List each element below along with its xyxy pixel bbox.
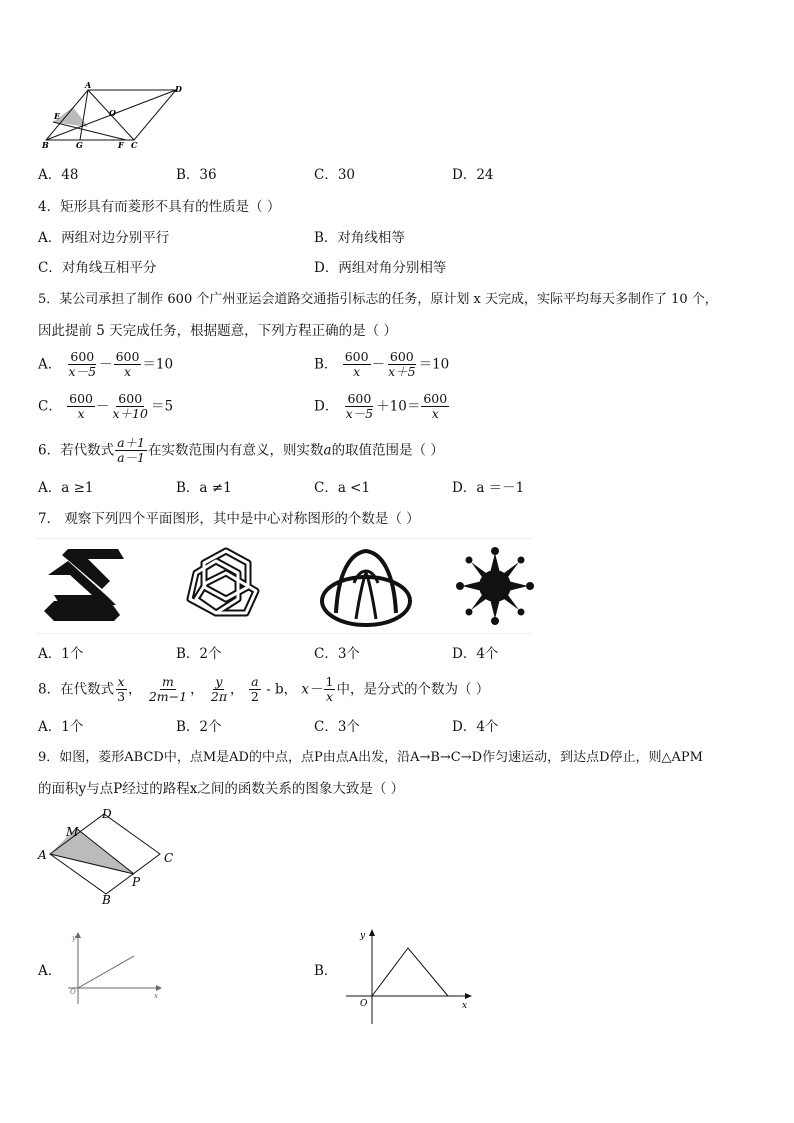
- q8-e4-num: a: [251, 674, 259, 689]
- q5-c-frac1-den: x: [77, 406, 85, 421]
- q3-label-o: O: [109, 108, 116, 118]
- q5-stem-line1: 5．某公司承担了制作 600 个广州亚运会道路交通指引标志的任务，原计划 x 天完成，实际平均每天多制作了 10 个，: [38, 292, 718, 307]
- q5-b-rhs: ＝10: [418, 356, 450, 373]
- q9-option-b[interactable]: B．: [314, 963, 338, 979]
- q9-label-d: D: [102, 808, 112, 821]
- q5-option-b[interactable]: [314, 350, 449, 379]
- q5-option-d-label: D．: [314, 398, 339, 415]
- q3-parallelogram-figure: [38, 82, 188, 152]
- q3-label-b: B: [42, 140, 49, 150]
- q6-var: a: [323, 442, 332, 459]
- q5-c-frac1-num: 600: [69, 391, 93, 406]
- q5-a-op: －: [99, 356, 113, 373]
- q5-option-d[interactable]: [314, 392, 450, 421]
- q5-b-frac1-den: x: [353, 364, 361, 379]
- q5-c-rhs: ＝5: [150, 398, 174, 415]
- q6-stem-pre: 6．若代数式: [38, 442, 115, 459]
- q5-d-op: ＋10＝: [376, 398, 421, 415]
- q8-sep-2: ，: [190, 681, 204, 698]
- q7-stem: 7． 观察下列四个平面图形，其中是中心对称图形的个数是（ ）: [38, 511, 420, 527]
- q8-stem-pre: 8．在代数式: [38, 681, 115, 698]
- q3-option-c[interactable]: C．30: [314, 167, 356, 183]
- q9-graph-a: [62, 930, 166, 1006]
- q5-d-frac2-den: x: [431, 406, 439, 421]
- q3-label-a: A: [85, 82, 92, 90]
- q8-sep-1: ，: [128, 681, 142, 698]
- q8-e4-tail: - b，: [261, 681, 298, 698]
- q9-label-p: P: [132, 875, 141, 889]
- q8-e5-pre: x－: [301, 681, 323, 698]
- q3-label-c: C: [131, 140, 138, 150]
- q5-a-rhs: ＝10: [142, 356, 174, 373]
- q5-b-frac2-num: 600: [389, 349, 414, 364]
- q6-option-a[interactable]: A．a ≥1: [38, 480, 94, 496]
- q7-option-b[interactable]: B．2个: [176, 646, 222, 662]
- q3-label-d: D: [175, 84, 182, 94]
- q8-e3-num: y: [215, 674, 223, 689]
- q5-b-frac1-num: 600: [344, 349, 369, 364]
- q7-option-d[interactable]: D．4个: [452, 646, 499, 662]
- q8-e5-den: x: [325, 689, 334, 704]
- q3-option-d[interactable]: D．24: [452, 167, 494, 183]
- q5-stem-line2: 因此提前 5 天完成任务，根据题意，下列方程正确的是（ ）: [38, 323, 397, 339]
- q8-e4-den: 2: [250, 689, 259, 704]
- q8-e3-den: 2π: [210, 689, 228, 704]
- q5-c-op: －: [96, 398, 110, 415]
- q3-label-e: E: [54, 111, 61, 121]
- q8-e2-den: 2m−1: [148, 689, 188, 704]
- q8-stem-post: 中，是分式的个数为（ ）: [336, 681, 490, 698]
- q4-option-b[interactable]: B．对角线相等: [314, 230, 405, 246]
- q9-stem-line1: 9．如图，菱形ABCD中，点M是AD的中点，点P由点A出发，沿A→B→C→D作匀速运动，到达点D停止，则△APM: [38, 750, 703, 765]
- q5-a-frac1-num: 600: [70, 349, 95, 364]
- q5-b-frac2-den: x＋5: [388, 364, 416, 379]
- q6-stem-post: 在实数范围内有意义，则实数: [148, 442, 324, 459]
- q8-stem: [38, 671, 489, 708]
- q8-e1-num: x: [117, 674, 125, 689]
- q6-stem-end: 的取值范围是（ ）: [331, 442, 444, 459]
- q5-option-b-label: B．: [314, 356, 338, 373]
- q5-a-frac2-num: 600: [115, 349, 140, 364]
- q7-option-a[interactable]: A．1个: [38, 646, 84, 662]
- q8-e5-num: 1: [325, 674, 334, 689]
- q6-frac-den: a－1: [117, 450, 145, 465]
- q6-option-c[interactable]: C．a <1: [314, 480, 371, 496]
- q6-stem: [38, 432, 444, 469]
- q9-graph-a-y-label: y: [72, 934, 76, 942]
- q8-e1-den: 3: [117, 689, 126, 704]
- q8-e2-num: m: [162, 674, 174, 689]
- q4-stem: 4．矩形具有而菱形不具有的性质是（ ）: [38, 199, 281, 215]
- q7-figures-panel: [36, 538, 532, 634]
- q5-b-op: －: [371, 356, 386, 373]
- q9-graph-b-x-label: x: [462, 1001, 468, 1011]
- q6-option-d[interactable]: D．a ＝－1: [452, 480, 525, 496]
- q5-option-c[interactable]: [38, 392, 173, 421]
- q3-option-a[interactable]: A．48: [38, 167, 79, 183]
- q9-graph-a-x-label: x: [154, 992, 158, 1000]
- q9-label-a: A: [38, 848, 47, 862]
- q9-graph-b-y-label: y: [360, 931, 366, 941]
- q5-option-a-label: A．: [38, 356, 62, 373]
- q4-option-a[interactable]: A．两组对边分别平行: [38, 230, 170, 246]
- q9-stem-line2: 的面积y与点P经过的路程x之间的函数关系的图象大致是（ ）: [38, 781, 405, 797]
- q6-option-b[interactable]: B．a ≠1: [176, 480, 232, 496]
- q7-option-c[interactable]: C．3个: [314, 646, 360, 662]
- q5-option-a[interactable]: [38, 350, 173, 379]
- q5-a-frac1-den: x－5: [68, 364, 97, 379]
- q5-d-frac1-den: x－5: [345, 406, 374, 421]
- q7-oval-arch-figure: [316, 543, 416, 629]
- q5-d-frac2-num: 600: [423, 391, 448, 406]
- q7-splat-star-figure: [452, 543, 538, 629]
- q8-option-c[interactable]: C．3个: [314, 719, 360, 735]
- q8-sep-3: ，: [230, 681, 244, 698]
- q9-label-b: B: [102, 893, 111, 907]
- q8-option-b[interactable]: B．2个: [176, 719, 222, 735]
- q9-graph-b: [340, 926, 476, 1026]
- q9-graph-a-origin-label: O: [70, 988, 76, 996]
- q8-option-d[interactable]: D．4个: [452, 719, 499, 735]
- q3-label-g: G: [76, 140, 83, 150]
- q3-label-f: F: [118, 140, 124, 150]
- q9-label-m: M: [66, 825, 79, 839]
- q6-frac-num: a＋1: [117, 435, 145, 450]
- q9-rhombus-figure: [34, 808, 184, 908]
- q5-c-frac2-num: 600: [118, 391, 143, 406]
- q8-option-a[interactable]: A．1个: [38, 719, 84, 735]
- q9-option-a[interactable]: A．: [38, 963, 62, 979]
- q5-c-frac2-den: x＋10: [112, 406, 148, 421]
- q4-option-d[interactable]: D．两组对角分别相等: [314, 260, 447, 276]
- q4-option-c[interactable]: C．对角线互相平分: [38, 260, 157, 276]
- q3-option-b[interactable]: B．36: [176, 167, 217, 183]
- q7-hex-knot-figure: [176, 543, 276, 629]
- q5-a-frac2-den: x: [123, 364, 132, 379]
- q9-graph-b-origin-label: O: [360, 999, 368, 1009]
- q9-label-c: C: [164, 851, 174, 865]
- q5-d-frac1-num: 600: [347, 391, 372, 406]
- q5-option-c-label: C．: [38, 398, 62, 415]
- q7-s-logo-figure: [40, 545, 130, 625]
